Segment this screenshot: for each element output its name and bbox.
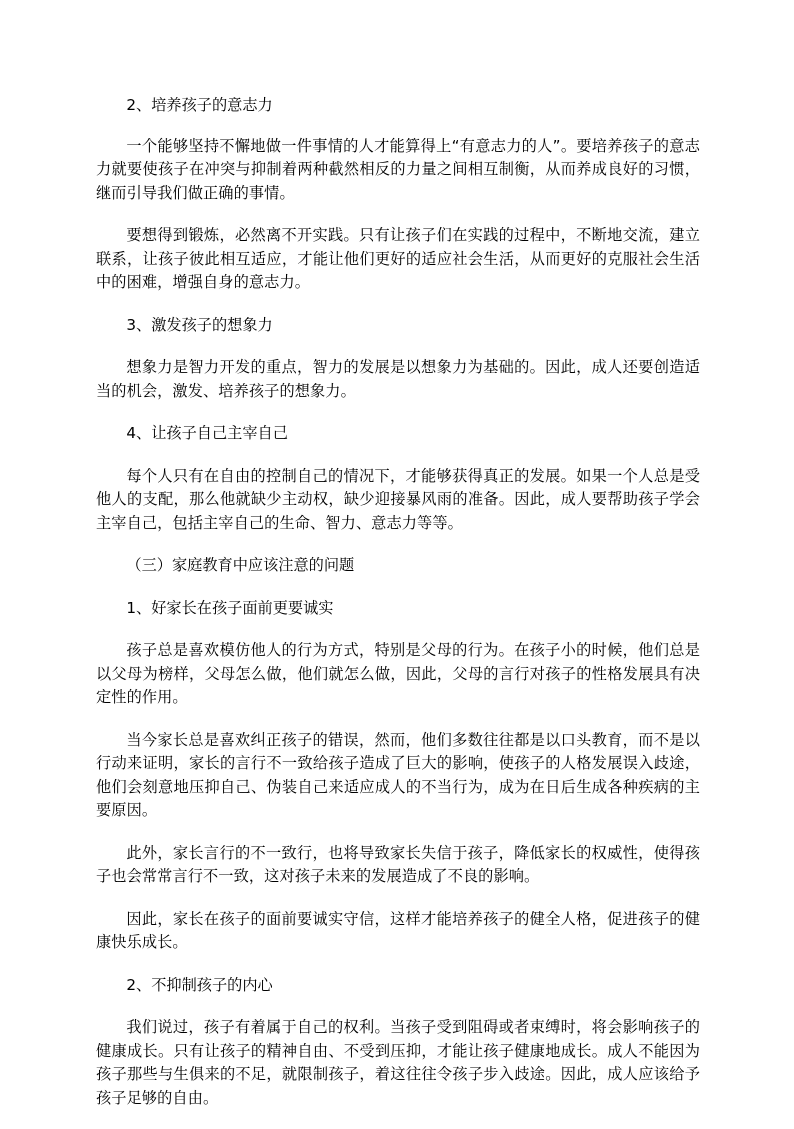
paragraph: 每个人只有在自由的控制自己的情况下，才能够获得真正的发展。如果一个人总是受他人的支配，那么他就缺少主动权，缺少迎接暴风雨的准备。因此，成人要帮助孩子学会主宰自己，包括主宰自己的生命、智力、意志力等等。	[96, 466, 700, 532]
paragraph: 要想得到锻炼，必然离不开实践。只有让孩子们在实践的过程中，不断地交流，建立联系，让孩子彼此相互适应，才能让他们更好的适应社会生活，从而更好的克服社会生活中的困难，增强自身的意志力。	[96, 226, 700, 291]
heading-willpower: 2、培养孩子的意志力	[126, 96, 273, 114]
paragraph: 一个能够坚持不懈地做一件事情的人才能算得上“有意志力的人”。要培养孩子的意志力就要使孩子在冲突与抑制着两种截然相反的力量之间相互制衡，从而养成良好的习惯，继而引导我们做正确的事情。	[96, 136, 700, 202]
document-body	[96, 94, 700, 1129]
paragraph: 当今家长总是喜欢纠正孩子的错误，然而，他们多数往往都是以口头教育，而不是以行动来证明，家长的言行不一致给孩子造成了巨大的影响，使孩子的人格发展误入歧途，他们会刻意地压抑自己、伪装自己来适应成人的不当行为，成为在日后生成各种疾病的主要原因。	[96, 730, 700, 819]
paragraph: 孩子总是喜欢模仿他人的行为方式，特别是父母的行为。在孩子小的时候，他们总是以父母为榜样，父母怎么做，他们就怎么做，因此，父母的言行对孩子的性格发展具有决定性的作用。	[96, 641, 700, 706]
heading-self-control: 4、让孩子自己主宰自己	[126, 424, 288, 442]
heading-imagination: 3、激发孩子的想象力	[126, 315, 273, 334]
heading-inner-freedom: 2、不抑制孩子的内心	[126, 975, 273, 994]
paragraph: 此外，家长言行的不一致行，也将导致家长失信于孩子，降低家长的权威性，使得孩子也会常常言行不一致，这对孩子未来的发展造成了不良的影响。	[96, 843, 700, 885]
heading-honesty: 1、好家长在孩子面前更要诚实	[126, 598, 334, 617]
paragraph: 我们说过，孩子有着属于自己的权利。当孩子受到阻碍或者束缚时，将会影响孩子的健康成长。只有让孩子的精神自由、不受到压抑，才能让孩子健康地成长。成人不能因为孩子那些与生俱来的不足，就限制孩子，着这往往令孩子步入歧途。因此，成人应该给予孩子足够的自由。	[96, 1018, 700, 1107]
paragraph: 想象力是智力开发的重点，智力的发展是以想象力为基础的。因此，成人还要创造适当的机会，激发、培养孩子的想象力。	[96, 358, 700, 400]
heading-section-three: （三）家庭教育中应该注意的问题	[126, 556, 355, 574]
paragraph: 因此，家长在孩子的面前要诚实守信，这样才能培养孩子的健全人格，促进孩子的健康快乐成长。	[96, 909, 700, 951]
